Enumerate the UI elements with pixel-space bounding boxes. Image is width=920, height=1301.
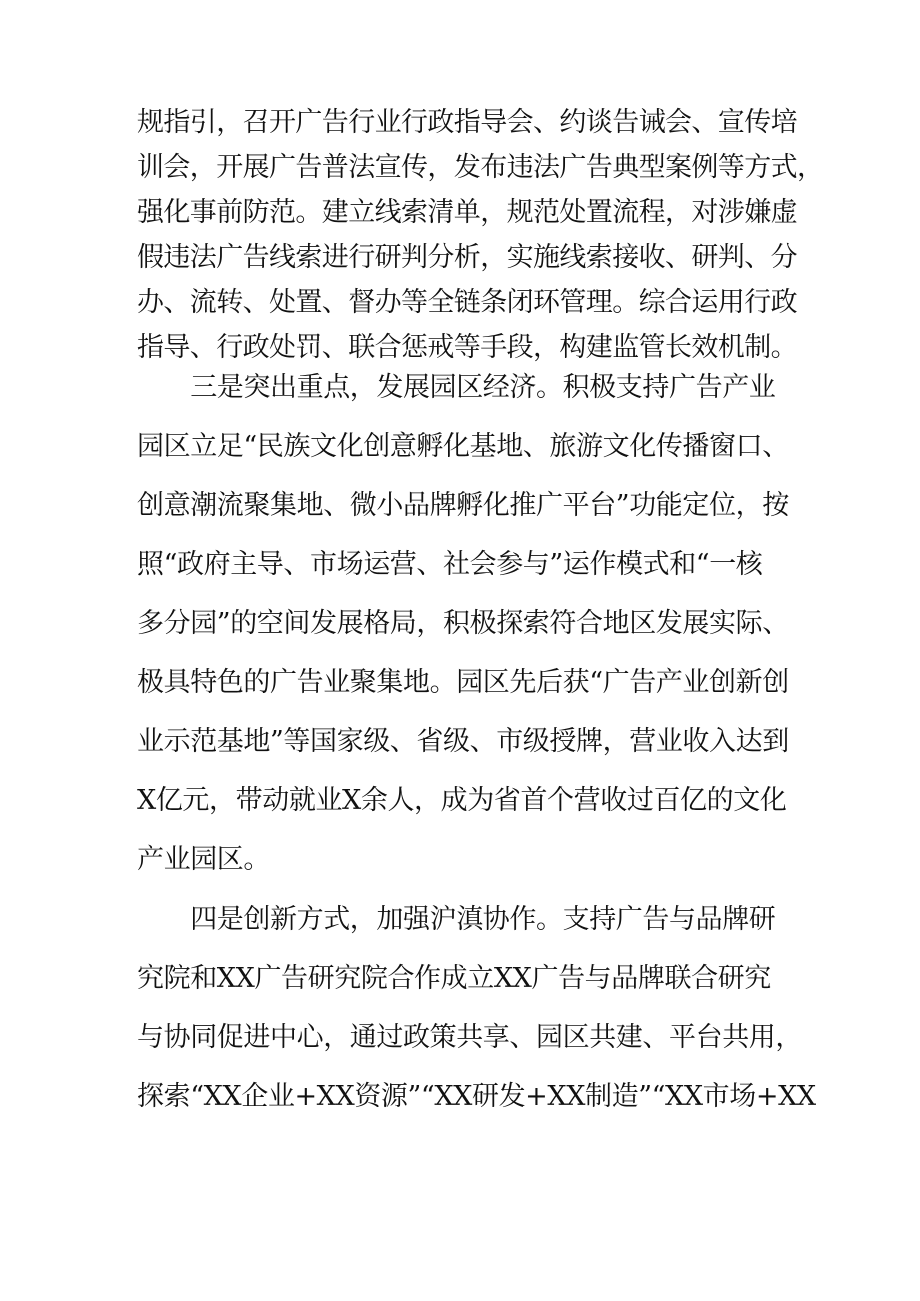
text-line: 创意潮流聚集地、微小品牌孵化推广平台”功能定位，按 — [137, 490, 789, 521]
text-line: 训会，开展广告普法宣传，发布违法广告典型案例等方式， — [137, 152, 824, 183]
text-line: 探索“XX企业+XX资源”“XX研发+XX制造”“XX市场+XX — [137, 1081, 816, 1112]
text-line: 极具特色的广告业聚集地。园区先后获“广告产业创新创 — [137, 667, 789, 698]
text-line: 规指引，召开广告行业行政指导会、约谈告诫会、宣传培 — [137, 107, 797, 138]
text-line: 业示范基地”等国家级、省级、市级授牌，营业收入达到 — [137, 726, 789, 757]
text-line: 办、流转、处置、督办等全链条闭环管理。综合运用行政 — [137, 287, 797, 318]
text-line: 产业园区。 — [137, 844, 270, 875]
text-line: 园区立足“民族文化创意孵化基地、旅游文化传播窗口、 — [137, 431, 789, 462]
text-line: 多分园”的空间发展格局，积极探索符合地区发展实际、 — [137, 608, 789, 639]
text-line: 三是突出重点，发展园区经济。积极支持广告产业 — [137, 372, 776, 403]
text-line: 照“政府主导、市场运营、社会参与”运作模式和“一核 — [137, 549, 763, 580]
text-line: 究院和XX广告研究院合作成立XX广告与品牌联合研究 — [137, 963, 771, 994]
text-line: 四是创新方式，加强沪滇协作。支持广告与品牌研 — [137, 904, 776, 935]
paragraph-2 — [137, 358, 807, 889]
text-line: 与协同促进中心，通过政策共享、园区共建、平台共用， — [137, 1022, 802, 1053]
paragraph-3 — [137, 890, 816, 1126]
text-line: 强化事前防范。建立线索清单，规范处置流程，对涉嫌虚 — [137, 197, 797, 228]
text-line: 指导、行政处罚、联合惩戒等手段，构建监管长效机制。 — [137, 332, 797, 363]
paragraph-1 — [137, 100, 824, 370]
text-line: 假违法广告线索进行研判分析，实施线索接收、研判、分 — [137, 242, 797, 273]
text-line: X亿元，带动就业X余人，成为省首个营收过百亿的文化 — [137, 785, 787, 816]
